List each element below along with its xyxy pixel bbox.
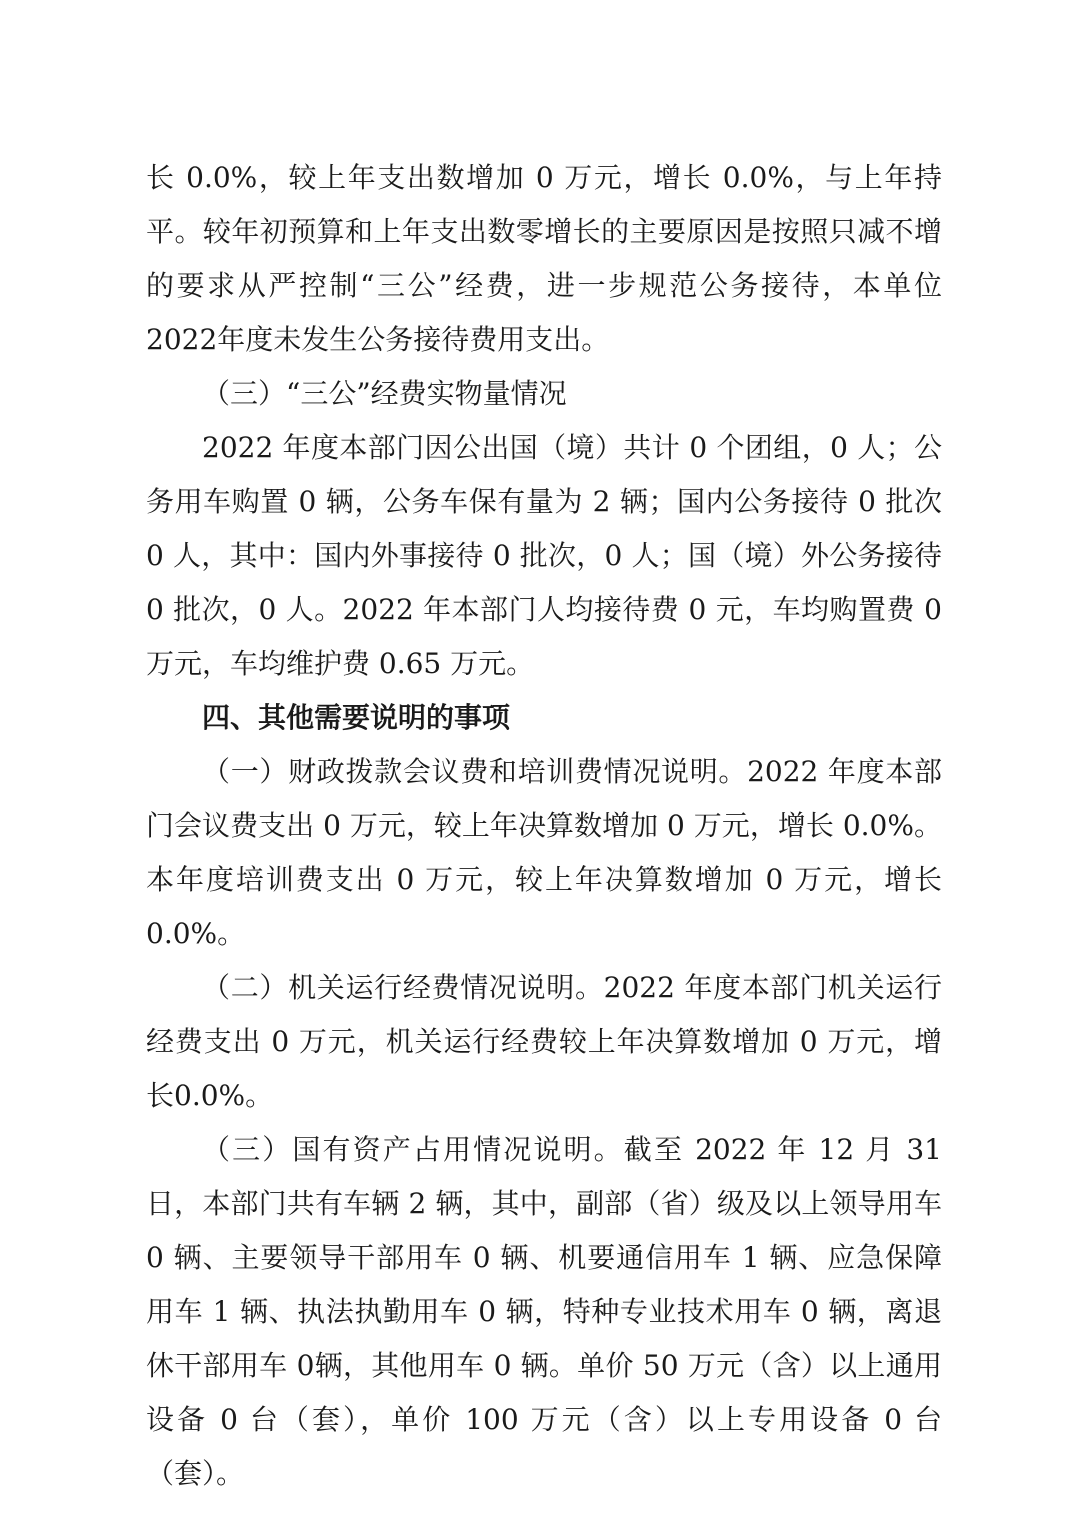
section-subheading-three-public-quantities: （三）“三公”经费实物量情况: [202, 377, 567, 410]
paragraph-continuation: 长 0.0%，较上年支出数增加 0 万元，增长 0.0%，与上年持平。较年初预算和上年支出数零增长的主要原因是按照只减不增的要求从严控制“三公”经费，进一步规范公务接待，本单位 2022年度未发生公务接待费用支出。: [146, 161, 942, 356]
paragraph-meeting-training-fees: （一）财政拨款会议费和培训费情况说明。2022 年度本部门会议费支出 0 万元，较上年决算数增加 0 万元，增长 0.0%。本年度培训费支出 0 万元，较上年决算数增加 0 万元，增长 0.0%。: [146, 755, 942, 950]
document-body: [146, 151, 942, 1501]
paragraph-three-public-quantities: 2022 年度本部门因公出国（境）共计 0 个团组，0 人；公务用车购置 0 辆，公务车保有量为 2 辆；国内公务接待 0 批次 0 人，其中：国内外事接待 0 批次，0 人；国（境）外公务接待 0 批次，0 人。2022 年本部门人均接待费 0 元，车均购置费 0 万元，车均维护费 0.65 万元。: [146, 431, 942, 680]
paragraph-operating-expenses: （二）机关运行经费情况说明。2022 年度本部门机关运行经费支出 0 万元，机关运行经费较上年决算数增加 0 万元，增长0.0%。: [146, 971, 942, 1112]
section-heading-other-matters: 四、其他需要说明的事项: [202, 701, 511, 734]
paragraph-state-assets: （三）国有资产占用情况说明。截至 2022 年 12 月 31 日，本部门共有车辆 2 辆，其中，副部（省）级及以上领导用车 0 辆、主要领导干部用车 0 辆、机要通信用车 1 辆、应急保障用车 1 辆、执法执勤用车 0 辆，特种专业技术用车 0 辆，离退休干部用车 0辆，其他用车 0 辆。单价 50 万元（含）以上通用设备 0 台（套），单价 100 万元（含）以上专用设备 0 台（套）。: [146, 1133, 942, 1490]
